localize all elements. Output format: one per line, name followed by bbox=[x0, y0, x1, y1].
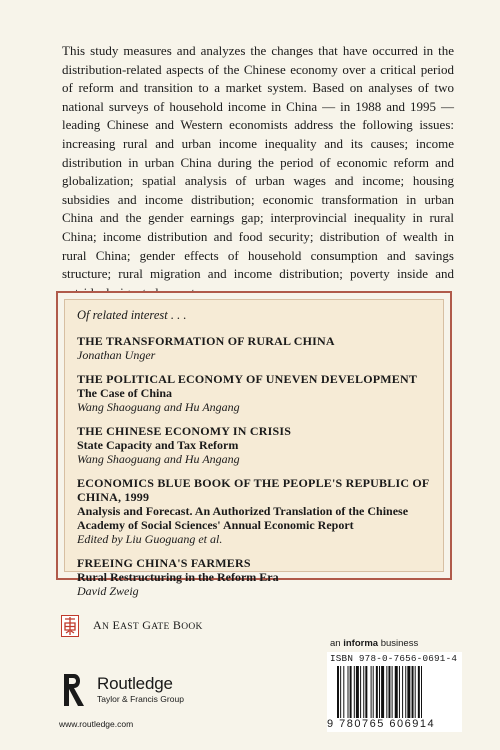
book-author: Jonathan Unger bbox=[77, 348, 156, 362]
barcode-bar bbox=[354, 666, 355, 718]
back-cover-blurb: This study measures and analyzes the changes that have occurred in the distribution-related aspects of the Chinese economy over a critical period of reform and transition to a market system. Based on analyses of two national surveys of household income in China — in 1988 and 1995 — leading Chinese and Western economists address the following issues: increasing rural and urban income inequality and its causes; income distribution in urban China during the period of economic reform and globalization; spatial analysis of urban wages and income; housing subsidies and income distribution; economic transformation in urban China and the gender earnings gap; interprovincial inequality in rural China; income distribution and food security; distribution of wealth in rural China; gender effects of household consumption and savings structure; rural migration and income distribution; poverty inside and bbox=[62, 43, 454, 282]
book-author: Edited by Liu Guoguang et al. bbox=[77, 532, 223, 546]
barcode-bar bbox=[412, 666, 414, 718]
barcode-bar bbox=[392, 666, 393, 718]
barcode-bar bbox=[395, 666, 398, 718]
barcode-bar bbox=[360, 666, 361, 718]
related-book bbox=[77, 334, 431, 362]
barcode-bar bbox=[337, 666, 339, 718]
related-book-list bbox=[77, 334, 431, 598]
east-gate-logo-icon bbox=[61, 615, 79, 637]
barcode-bar bbox=[405, 666, 406, 718]
barcode-bar bbox=[376, 666, 378, 718]
book-title: ECONOMICS BLUE BOOK OF THE PEOPLE'S REPUBLIC OF CHINA, 1999 bbox=[77, 476, 430, 504]
barcode-bar bbox=[356, 666, 359, 718]
related-book bbox=[77, 424, 431, 466]
barcode-icon bbox=[337, 666, 452, 718]
barcode-bar bbox=[418, 666, 420, 718]
book-author: Wang Shaoguang and Hu Angang bbox=[77, 452, 240, 466]
book-title: THE CHINESE ECONOMY IN CRISIS bbox=[77, 424, 292, 438]
barcode-bar bbox=[350, 666, 352, 718]
book-subtitle: State Capacity and Tax Reform bbox=[77, 438, 239, 452]
barcode-bar bbox=[340, 666, 341, 718]
barcode-bar bbox=[399, 666, 400, 718]
book-title: THE TRANSFORMATION OF RURAL CHINA bbox=[77, 334, 335, 348]
book-author: Wang Shaoguang and Hu Angang bbox=[77, 400, 240, 414]
book-author: David Zweig bbox=[77, 584, 139, 598]
barcode-bar bbox=[379, 666, 380, 718]
barcode-bar bbox=[348, 666, 349, 718]
book-title: FREEING CHINA'S FARMERS bbox=[77, 556, 251, 570]
barcode-bar bbox=[343, 666, 344, 718]
barcode-bar bbox=[421, 666, 422, 718]
related-interest-box bbox=[56, 291, 452, 598]
barcode-bar bbox=[402, 666, 403, 718]
related-book bbox=[77, 476, 431, 546]
barcode-bar bbox=[386, 666, 387, 718]
related-heading: Of related interest . . . bbox=[77, 308, 187, 322]
barcode-bar bbox=[371, 666, 372, 718]
barcode-bar bbox=[381, 666, 384, 718]
related-book bbox=[77, 556, 431, 598]
barcode-bar bbox=[365, 666, 367, 718]
book-subtitle: The Case of China bbox=[77, 386, 173, 400]
related-interest-panel bbox=[64, 299, 444, 598]
barcode-digits: 9 780765 606914 bbox=[327, 718, 436, 730]
east-gate-book-label: AN EAST GATE BOOK bbox=[93, 618, 203, 632]
related-book bbox=[77, 372, 431, 414]
informa-tagline: an informa business bbox=[330, 638, 419, 649]
barcode-bar bbox=[363, 666, 364, 718]
isbn-barcode-block bbox=[327, 652, 462, 732]
publisher-name: Routledge bbox=[97, 674, 173, 693]
book-subtitle: Analysis and Forecast. An Authorized Translation of the Chinese Academy of Social Sciences' Annual Economic Report bbox=[77, 504, 409, 532]
publisher-group: Taylor & Francis Group bbox=[97, 694, 184, 704]
barcode-bar bbox=[415, 666, 416, 718]
book-title: THE POLITICAL ECONOMY OF UNEVEN DEVELOPMENT bbox=[77, 372, 418, 386]
isbn-number: ISBN 978-0-7656-0691-4 bbox=[330, 653, 458, 664]
barcode-bar bbox=[388, 666, 390, 718]
barcode-bar bbox=[407, 666, 410, 718]
book-subtitle: Rural Restructuring in the Reform Era bbox=[77, 570, 279, 584]
publisher-url: www.routledge.com bbox=[59, 719, 134, 729]
routledge-logo-icon bbox=[60, 672, 86, 708]
barcode-bar bbox=[373, 666, 374, 718]
